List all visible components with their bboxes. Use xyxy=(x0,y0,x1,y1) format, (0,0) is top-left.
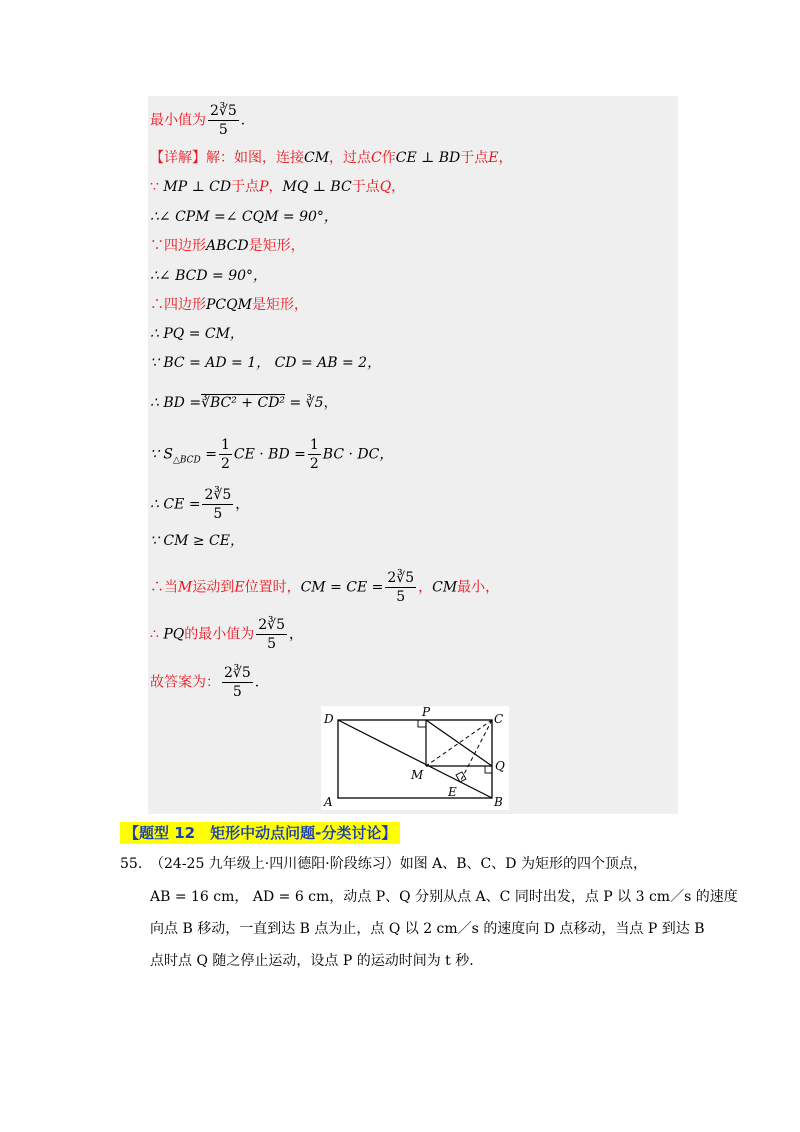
solution-line-13: ∴当M运动到E位置时，CM = CE = $\frac{2∛5}{5}$ ，CM最小， xyxy=(150,570,500,605)
solution-line-7: ∴ PQ = CM， xyxy=(150,326,244,342)
solution-line-5: ∴∠ BCD = 90°， xyxy=(150,268,268,284)
label-d: D xyxy=(324,712,334,726)
solution-line-8: ∵ BC = AD = 1， CD = AB = 2， xyxy=(150,355,382,371)
solution-line-12: ∵ CM ≥ CE， xyxy=(150,533,244,549)
solution-line-0: 最小值为 $\frac{2∛5}{5}$ . xyxy=(150,103,246,138)
solution-line-9: ∴ BD =∛BC² + CD² = ∛5， xyxy=(150,395,338,411)
section-heading: 【题型 12 矩形中动点问题-分类讨论】 xyxy=(120,822,400,844)
label-c: C xyxy=(494,712,504,726)
solution-line-1: 【详解】解：如图，连接CM，过点C作CE ⊥ BD于点E， xyxy=(150,150,513,166)
solution-line-10: ∵ $S_{\triangle BCD}$ = $\frac{1}{2}$ CE · BD = $\frac{1}{2}$ BC · DC， xyxy=(150,437,394,472)
rectangle-figure xyxy=(320,706,510,810)
solution-line-4: ∵四边形ABCD是矩形， xyxy=(150,238,305,254)
question-line-4: 点时点 Q 随之停止运动，设点 P 的运动时间为 t 秒. xyxy=(150,953,474,969)
solution-line-15: 故答案为： $\frac{2∛5}{5}$ . xyxy=(150,665,260,700)
label-p: P xyxy=(422,706,431,719)
solution-line-6: ∴四边形PCQM是矩形， xyxy=(150,297,308,313)
label-m: M xyxy=(411,768,424,782)
solution-line-11: ∴ CE = $\frac{2∛5}{5}$ ， xyxy=(150,487,250,522)
solution-line-14: ∴ PQ的最小值为 $\frac{2∛5}{5}$ ， xyxy=(150,617,304,652)
solution-line-2: ∵ MP ⊥ CD于点P，MQ ⊥ BC于点Q， xyxy=(150,179,406,195)
label-b: B xyxy=(494,795,503,809)
solution-line-3: ∴∠ CPM =∠ CQM = 90°， xyxy=(150,209,338,225)
question-number: 55. xyxy=(120,856,143,872)
question-line-3: 向点 B 移动，一直到达 B 点为止，点 Q 以 2 cm／s 的速度向 D 点移动，当点 P 到达 B xyxy=(150,921,705,937)
label-a: A xyxy=(324,795,333,809)
question-line-2: AB = 16 cm， AD = 6 cm，动点 P、Q 分别从点 A、C 同时出发，点 P 以 3 cm／s 的速度 xyxy=(150,889,738,905)
label-e: E xyxy=(448,785,457,799)
question-line-1: （24-25 九年级上·四川德阳·阶段练习）如图 A、B、C、D 为矩形的四个顶点， xyxy=(150,856,647,872)
label-q: Q xyxy=(495,759,505,773)
